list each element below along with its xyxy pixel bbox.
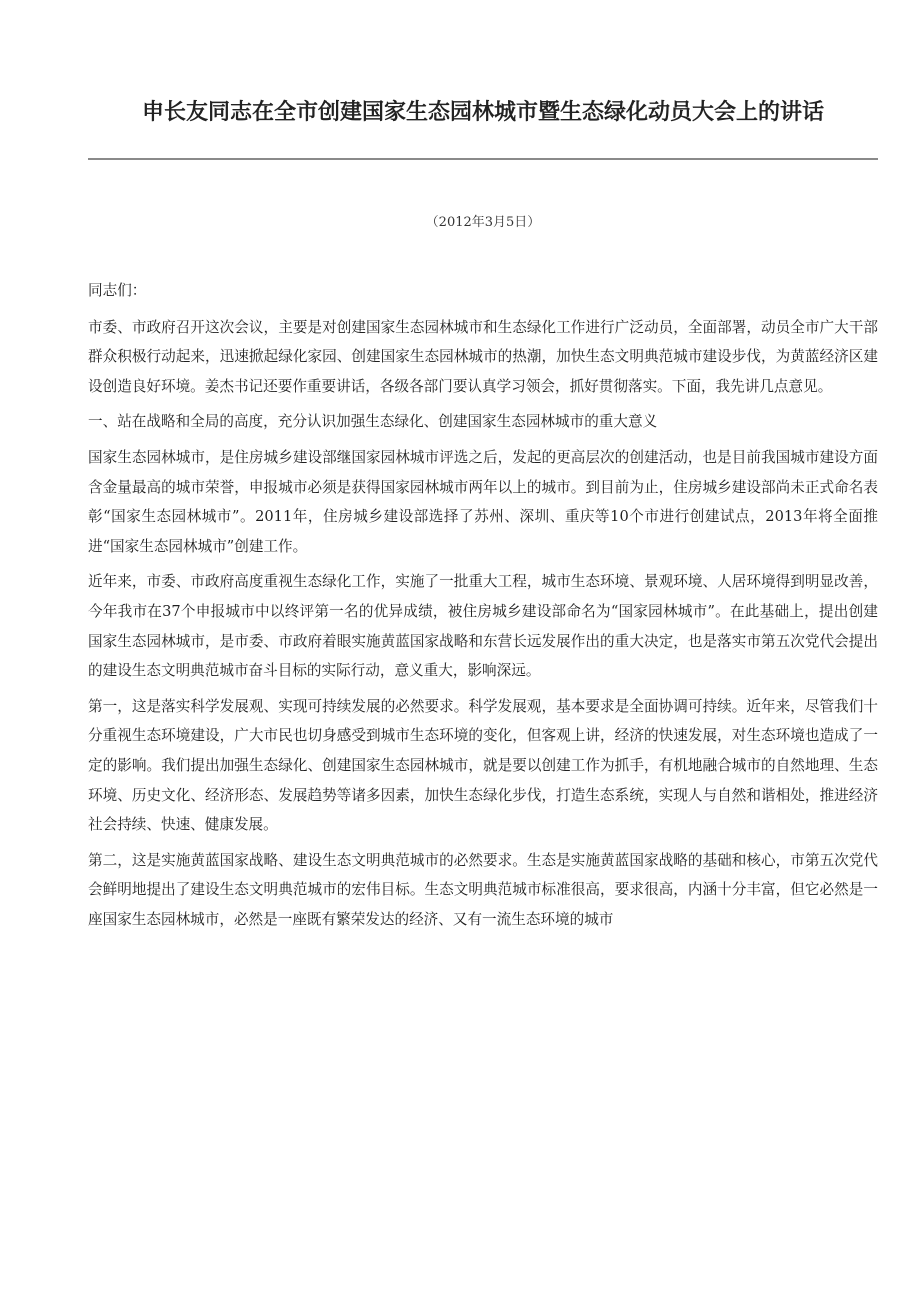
paragraph-second-point: 第二，这是实施黄蓝国家战略、建设生态文明典范城市的必然要求。生态是实施黄蓝国家战略的基础和核心，市第五次党代会鲜明地提出了建设生态文明典范城市的宏伟目标。生态文明典范城市标准很高，要求很高，内涵十分丰富，但它必然是一座国家生态园林城市，必然是一座既有繁荣发达的经济、又有一流生态环境的城市 bbox=[88, 851, 878, 928]
paragraph-intro: 市委、市政府召开这次会议，主要是对创建国家生态园林城市和生态绿化工作进行广泛动员，全面部署，动员全市广大干部群众积极行动起来，迅速掀起绿化家园、创建国家生态园林城市的热潮，加快生态文明典范城市建设步伐，为黄蓝经济区建设创造良好环境。姜杰书记还要作重要讲话，各级各部门要认真学习领会，抓好贯彻落实。下面，我先讲几点意见。 bbox=[88, 318, 878, 395]
speech-date: （2012年3月5日） bbox=[425, 215, 541, 230]
greeting: 同志们： bbox=[88, 282, 147, 299]
paragraph-recent-years: 近年来，市委、市政府高度重视生态绿化工作，实施了一批重大工程，城市生态环境、景观环境、人居环境得到明显改善，今年我市在37个申报城市中以终评第一名的优异成绩，被住房城乡建设部命名为“国家园林城市”。在此基础上，提出创建国家生态园林城市，是市委、市政府着眼实施黄蓝国家战略和东营长远发展作出的重大决定，也是落实市第五次党代会提出的建设生态文明典范城市奋斗目标的实际行动，意义重大，影响深远。 bbox=[88, 573, 878, 680]
title-divider bbox=[88, 158, 878, 160]
page-title: 申长友同志在全市创建国家生态园林城市暨生态绿化动员大会上的讲话 bbox=[141, 100, 824, 125]
paragraph-first-point: 第一，这是落实科学发展观、实现可持续发展的必然要求。科学发展观，基本要求是全面协调可持续。近年来，尽管我们十分重视生态环境建设，广大市民也切身感受到城市生态环境的变化，但客观上讲，经济的快速发展，对生态环境也造成了一定的影响。我们提出加强生态绿化、创建国家生态园林城市，就是要以创建工作为抓手，有机地融合城市的自然地理、生态环境、历史文化、经济形态、发展趋势等诸多因素，加快生态绿化步伐，打造生态系统，实现人与自然和谐相处，推进经济社会持续、快速、健康发展。 bbox=[88, 697, 878, 834]
section-heading-1: 一、站在战略和全局的高度，充分认识加强生态绿化、创建国家生态园林城市的重大意义 bbox=[88, 413, 658, 431]
paragraph-background: 国家生态园林城市，是住房城乡建设部继国家园林城市评选之后，发起的更高层次的创建活动，也是目前我国城市建设方面含金量最高的城市荣誉，申报城市必须是获得国家园林城市两年以上的城市。到目前为止，住房城乡建设部尚未正式命名表彰“国家生态园林城市”。2011年，住房城乡建设部选择了苏州、深圳、重庆等10个市进行创建试点，2013年将全面推进“国家生态园林城市”创建工作。 bbox=[88, 448, 878, 555]
speech-body bbox=[88, 276, 878, 934]
